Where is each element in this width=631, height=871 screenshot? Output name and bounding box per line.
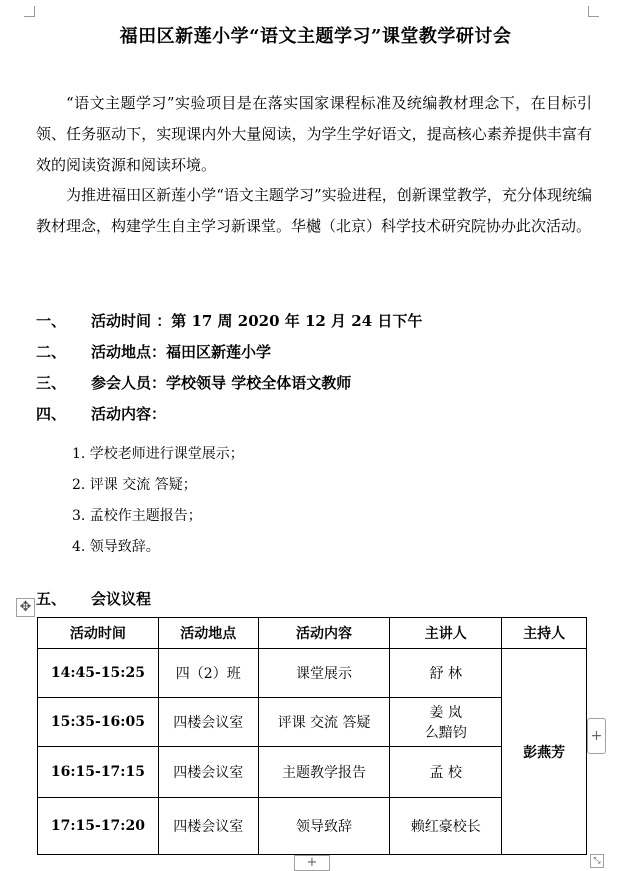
document-title: 福田区新莲小学“语文主题学习”课堂教学研讨会 — [119, 26, 512, 47]
cell-content: 主题教学报告 — [258, 747, 390, 798]
cell-place: 四楼会议室 — [158, 798, 258, 855]
agenda-table — [37, 617, 587, 855]
header-content: 活动内容 — [258, 618, 390, 649]
add-row-icon[interactable]: + — [294, 855, 330, 871]
cell-speaker: 赖红豪校长 — [390, 798, 502, 855]
section-activity-location — [36, 341, 271, 362]
header-place: 活动地点 — [158, 618, 258, 649]
header-time: 活动时间 — [38, 618, 159, 649]
section-attendees — [36, 372, 351, 393]
page-margin-corner-top-left — [24, 6, 35, 17]
section-agenda — [36, 588, 151, 609]
cell-time: 14:45-15:25 — [38, 649, 159, 698]
table-row — [38, 649, 587, 698]
section-text: 活动内容： — [91, 405, 167, 423]
cell-time: 16:15-17:15 — [38, 747, 159, 798]
content-item-4: 4. 领导致辞。 — [72, 539, 160, 555]
header-host: 主持人 — [502, 618, 587, 649]
section-number: 二、 — [36, 343, 67, 361]
content-item-3: 3. 孟校作主题报告； — [72, 508, 202, 524]
cell-content: 领导致辞 — [258, 798, 390, 855]
cell-speaker: 孟 校 — [390, 747, 502, 798]
table-move-handle-icon[interactable]: ✥ — [16, 598, 35, 617]
header-speaker: 主讲人 — [390, 618, 502, 649]
table-header-row — [38, 618, 587, 649]
intro-paragraph-2: 为推进福田区新莲小学“语文主题学习”实验进程，创新课堂教学，充分体现统编教材理念，构建学生自主学习新课堂。华樾（北京）科学技术研究院协办此次活动。 — [36, 186, 592, 235]
table-resize-icon[interactable]: ⤡ — [590, 854, 604, 868]
cell-content: 课堂展示 — [258, 649, 390, 698]
cell-place: 四楼会议室 — [158, 747, 258, 798]
intro-paragraph-1: “语文主题学习”实验项目是在落实国家课程标准及统编教材理念下，在目标引领、任务驱动下，实现课内外大量阅读，为学生学好语文，提高核心素养提供丰富有效的阅读资源和阅读环境。 — [36, 94, 592, 174]
cell-place: 四楼会议室 — [158, 698, 258, 747]
cell-speaker — [390, 698, 502, 747]
page-margin-corner-top-right — [588, 6, 599, 17]
cell-place: 四（2）班 — [158, 649, 258, 698]
cell-host: 彭燕芳 — [502, 649, 587, 855]
section-text: 活动时间 ：第 17 周 2020 年 12 月 24 日下午 — [91, 312, 423, 330]
add-column-icon[interactable]: + — [587, 718, 606, 754]
section-number: 四、 — [36, 405, 67, 423]
section-text: 参会人员：学校领导 学校全体语文教师 — [91, 374, 352, 392]
speaker-line-2: 么黯钧 — [424, 725, 467, 741]
speaker-line-1: 姜 岚 — [429, 705, 462, 721]
section-activity-content — [36, 403, 166, 424]
cell-time: 17:15-17:20 — [38, 798, 159, 855]
section-number: 五、 — [36, 590, 67, 608]
cell-content: 评课 交流 答疑 — [258, 698, 390, 747]
cell-speaker: 舒 林 — [390, 649, 502, 698]
content-item-2: 2. 评课 交流 答疑； — [72, 477, 197, 493]
section-number: 三、 — [36, 374, 67, 392]
section-number: 一、 — [36, 312, 67, 330]
content-item-1: 1. 学校老师进行课堂展示； — [72, 446, 244, 462]
section-text: 活动地点：福田区新莲小学 — [91, 343, 272, 361]
cell-time: 15:35-16:05 — [38, 698, 159, 747]
section-activity-time — [36, 310, 422, 331]
section-text: 会议议程 — [91, 590, 152, 608]
